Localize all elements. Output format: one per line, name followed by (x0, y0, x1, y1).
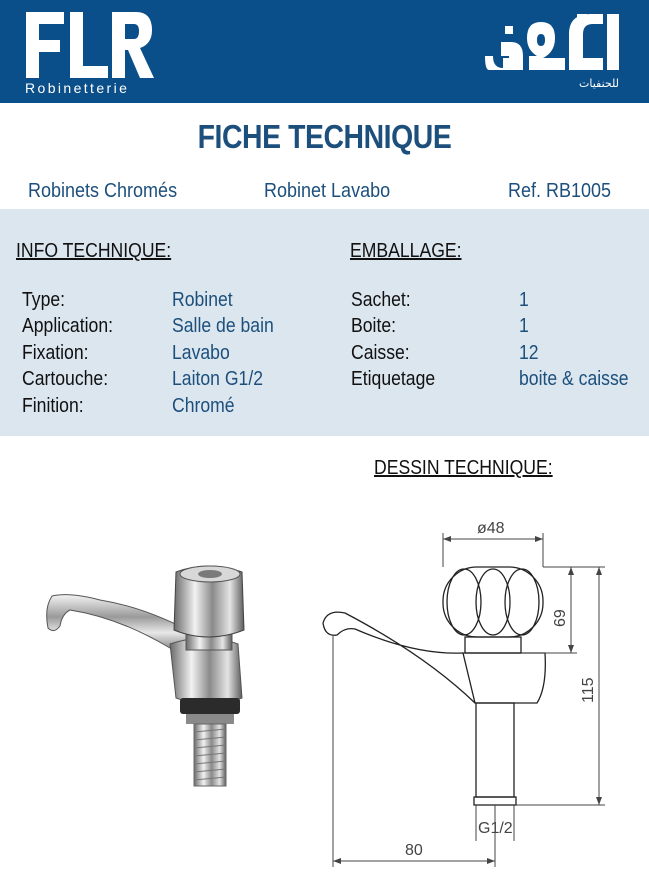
product-name: Robinet Lavabo (264, 180, 391, 202)
spec-label-cartouche: Cartouche: (22, 368, 109, 390)
arabic-logo (483, 12, 623, 92)
arabic-logo-subtext: للحنفيات (578, 77, 619, 90)
flr-logo (24, 8, 154, 98)
info-technique-heading: INFO TECHNIQUE: (16, 240, 172, 262)
dim-handle-height: 69 (552, 609, 569, 627)
dim-total-height: 115 (580, 677, 597, 703)
logo-subtext: Robinetterie (25, 80, 130, 96)
pack-label-etiquetage: Etiquetage (351, 368, 436, 390)
spec-value-finition: Chromé (172, 395, 235, 417)
header-banner (0, 0, 649, 103)
spec-value-cartouche: Laiton G1/2 (172, 368, 264, 390)
dessin-technique-heading: DESSIN TECHNIQUE: (374, 457, 553, 479)
spec-value-type: Robinet (172, 289, 233, 311)
technical-drawing (315, 505, 635, 870)
pack-value-caisse: 12 (519, 342, 539, 364)
spec-label-fixation: Fixation: (22, 342, 89, 364)
pack-label-caisse: Caisse: (351, 342, 410, 364)
dim-thread: G1/2 (478, 820, 513, 837)
pack-label-boite: Boite: (351, 315, 397, 337)
page-title: FICHE TECHNIQUE (197, 118, 452, 155)
pack-label-sachet: Sachet: (351, 289, 411, 311)
spec-label-application: Application: (22, 315, 113, 337)
spec-value-application: Salle de bain (172, 315, 274, 337)
pack-value-sachet: 1 (519, 289, 529, 311)
spec-value-fixation: Lavabo (172, 342, 230, 364)
spec-label-type: Type: (22, 289, 66, 311)
product-reference: Ref. RB1005 (508, 180, 612, 202)
emballage-heading: EMBALLAGE: (350, 240, 462, 262)
dim-diameter: ø48 (477, 520, 505, 537)
dim-reach: 80 (405, 842, 423, 859)
product-photo (30, 548, 290, 798)
product-category: Robinets Chromés (28, 180, 178, 202)
spec-label-finition: Finition: (22, 395, 84, 417)
pack-value-etiquetage: boite & caisse (519, 368, 629, 390)
pack-value-boite: 1 (519, 315, 529, 337)
